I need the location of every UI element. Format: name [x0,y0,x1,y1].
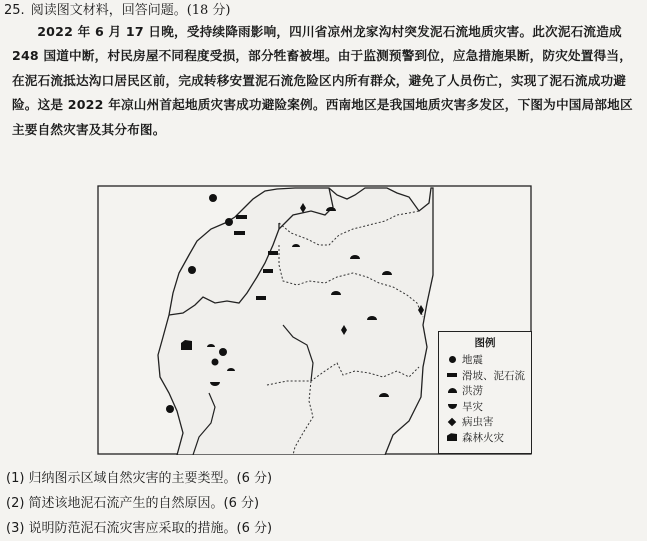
legend-label: 森林火灾 [462,431,504,444]
bar-icon [445,373,459,377]
legend-item [439,414,531,430]
legend-label: 滑坡、泥石流 [462,369,525,382]
legend-item [439,399,531,415]
legend-label: 病虫害 [462,416,494,429]
question-instruction: 阅读图文材料，回答问题。(18 分) [30,3,231,18]
passage-paragraph: 2022 年 6 月 17 日晚，受持续降雨影响，四川省凉州龙家沟村突发泥石流地质灾害。此次泥石流造成 248 国道中断，村民房屋不同程度受损，部分牲畜被埋。由于监测预警到位，应急措施果断，防灾处置得当，在泥石流抵达沟口居民区前，完成转移安置泥石流危险区内所有群众，避免了人员伤亡，实现了泥石流成功避险。这是 2022 年凉山州首起地质灾害成功避险案例。西南地区是我国地质灾害多发区，下图为中国局部地区主要自然灾害及其分布图。 [12,24,633,137]
subquestions [6,466,272,541]
drought-icon [445,404,459,409]
landslide-marker [256,296,266,300]
landslide-marker [268,251,278,255]
legend-label: 地震 [462,354,483,367]
legend-item [439,368,531,384]
circle-icon [445,356,459,363]
legend-title: 图例 [474,337,496,349]
landslide-marker [234,231,245,235]
fire-icon [445,433,459,441]
question-header [4,2,231,20]
passage [12,20,636,142]
legend-item [439,352,531,368]
earthquake-marker [225,218,233,226]
earthquake-marker [166,405,174,413]
flood-icon [445,388,459,393]
earthquake-marker [188,266,196,274]
earthquake-marker [212,359,219,366]
diamond-icon [445,419,459,425]
earthquake-marker [219,348,227,356]
landslide-marker [263,269,273,273]
subquestion-2: (2) 简述该地泥石流产生的自然原因。(6 分) [6,496,260,511]
legend-label: 旱灾 [462,400,483,413]
question-number: 25. [4,3,25,18]
legend-item [439,383,531,399]
landslide-marker [236,215,247,219]
subquestion-3: (3) 说明防范泥石流灾害应采取的措施。(6 分) [6,521,273,536]
subquestion-1: (1) 归纳图示区域自然灾害的主要类型。(6 分) [6,471,273,486]
legend-label: 洪涝 [462,385,483,398]
earthquake-marker [209,194,217,202]
map-legend [438,331,532,454]
legend-item [439,430,531,446]
